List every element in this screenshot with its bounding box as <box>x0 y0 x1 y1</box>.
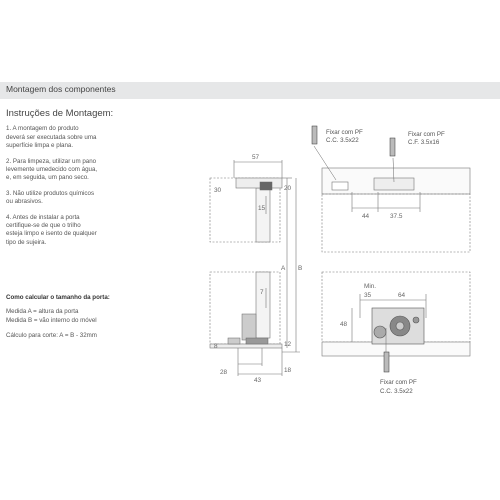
dim-48: 48 <box>340 321 348 328</box>
step-3-line: ou abrasivos. <box>6 198 43 206</box>
fix-label-2a: Fixar com PF <box>408 131 445 138</box>
dim-18: 18 <box>284 367 292 374</box>
fix-label-3b: C.C. 3.5x22 <box>380 388 413 395</box>
step-1-line: deverá ser executada sobre uma <box>6 133 97 141</box>
screw-icon <box>312 126 317 144</box>
calc-title: Como calcular o tamanho da porta: <box>6 294 110 301</box>
step-4-line: esteja limpo e isento de qualquer <box>6 230 97 238</box>
dim-15: 15 <box>258 205 266 212</box>
fix-label-1b: C.C. 3.5x22 <box>326 137 359 144</box>
dim-43: 43 <box>254 377 262 384</box>
calc-line-formula: Cálculo para corte: A = B - 32mm <box>6 332 97 339</box>
dim-20: 20 <box>284 185 292 192</box>
section-header <box>0 82 500 99</box>
step-4-line: 4. Antes de instalar a porta <box>6 213 80 221</box>
step-2-line: 2. Para limpeza, utilizar um pano <box>6 157 97 165</box>
dim-12: 12 <box>284 341 292 348</box>
dim-37-5: 37.5 <box>390 213 403 220</box>
fix-label-1a: Fixar com PF <box>326 129 363 136</box>
dim-B: B <box>298 265 303 272</box>
screw-icon <box>384 352 389 372</box>
step-3 <box>6 190 118 207</box>
instructions <box>6 110 118 254</box>
top-view-drawing <box>302 118 482 418</box>
calc-line-b: Medida B = vão interno do móvel <box>6 317 97 324</box>
step-1-line: 1. A montagem do produto <box>6 125 79 133</box>
fix-label-2b: C.F. 3.5x16 <box>408 139 440 146</box>
dim-A: A <box>281 265 286 272</box>
step-4-line: certifique-se de que o trilho <box>6 222 81 230</box>
step-1-line: superfície limpa e plana. <box>6 142 74 150</box>
dim-28: 28 <box>220 369 228 376</box>
dim-min: Min. <box>364 283 377 290</box>
section-title: Montagem dos componentes <box>6 84 116 94</box>
step-4-line: tipo de sujeira. <box>6 238 47 246</box>
instructions-title: Instruções de Montagem: <box>6 108 114 119</box>
fix-label-3a: Fixar com PF <box>380 379 417 386</box>
dim-30: 30 <box>214 187 222 194</box>
step-2-line: e, em seguida, um pano seco. <box>6 174 89 182</box>
side-view-drawing <box>200 148 310 388</box>
screw-icon <box>390 138 395 156</box>
step-3-line: 3. Não utilize produtos químicos <box>6 189 95 197</box>
dim-8: 8 <box>214 343 218 350</box>
step-4 <box>6 214 118 248</box>
dim-7: 7 <box>260 289 264 296</box>
dim-44: 44 <box>362 213 370 220</box>
step-1 <box>6 125 118 150</box>
step-2 <box>6 158 118 183</box>
dim-35: 35 <box>364 292 372 299</box>
dim-64: 64 <box>398 292 406 299</box>
dim-57: 57 <box>252 154 260 161</box>
calc-line-a: Medida A = altura da porta <box>6 308 79 315</box>
step-2-line: levemente umedecido com água, <box>6 166 98 174</box>
